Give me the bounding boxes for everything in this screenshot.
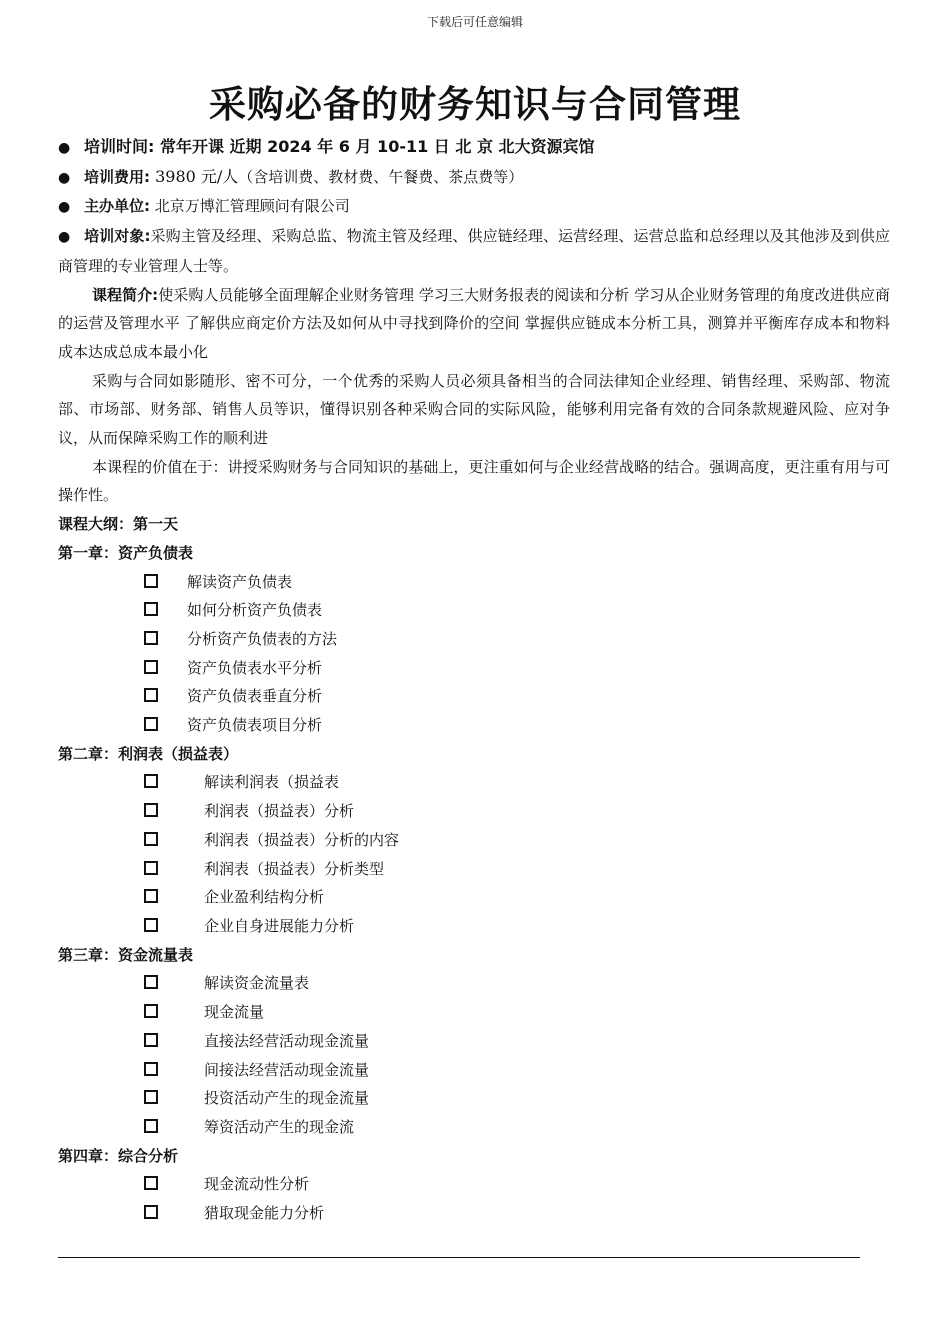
fee-value: 3980 元/人: [150, 166, 239, 186]
info-host: [58, 192, 890, 222]
chapter-title: 第四章：综合分析: [58, 1146, 179, 1165]
outline-heading: 课程大纲：第一天: [58, 515, 179, 534]
bullet-icon: ●: [58, 140, 71, 156]
outline-item-label: 直接法经营活动现金流量: [204, 1031, 370, 1050]
chapter-title: 第三章：资金流量表: [58, 945, 194, 964]
bullet-icon: ●: [58, 199, 71, 216]
time-value: 常年开课 近期 2024 年 6 月 10-11 日 北 京 北大资源宾馆: [154, 137, 595, 156]
outline-item: [58, 711, 890, 740]
intro-label: 课程简介:: [92, 285, 159, 304]
header-note: 下载后可任意编辑: [426, 15, 523, 29]
outline-item-label: 分析资产负债表的方法: [187, 629, 338, 648]
checkbox-icon: [144, 1062, 158, 1076]
outline-item-label: 利润表（损益表）分析类型: [204, 859, 385, 878]
checkbox-icon: [144, 861, 158, 875]
outline-item-label: 如何分析资产负债表: [187, 601, 323, 620]
chapter-title: 第二章：利润表（损益表）: [58, 744, 239, 763]
checkbox-icon: [144, 1205, 158, 1219]
checkbox-icon: [144, 889, 158, 903]
outline-item-label: 企业自身进展能力分析: [204, 916, 355, 935]
chapter-list: [58, 539, 890, 1228]
outline-item-label: 现金流动性分析: [204, 1175, 310, 1194]
outline-item: [58, 568, 890, 597]
outline-item: [58, 883, 890, 912]
outline-item-label: 资产负债表项目分析: [187, 716, 323, 735]
checkbox-icon: [144, 803, 158, 817]
outline-item-label: 投资活动产生的现金流量: [204, 1089, 370, 1108]
checkbox-icon: [144, 1176, 158, 1190]
checkbox-icon: [144, 602, 158, 616]
outline-item-label: 利润表（损益表）分析的内容: [204, 830, 400, 849]
outline-item: [58, 912, 890, 941]
outline-item-label: 猎取现金能力分析: [204, 1204, 325, 1223]
outline-item-label: 间接法经营活动现金流量: [204, 1060, 370, 1079]
outline-item-label: 现金流量: [204, 1003, 265, 1022]
bullet-icon: ●: [58, 169, 71, 186]
outline-item-label: 资产负债表垂直分析: [187, 687, 323, 706]
checkbox-icon: [144, 1090, 158, 1104]
outline-item: [58, 797, 890, 826]
time-label: 培训时间:: [84, 137, 155, 156]
checkbox-icon: [144, 975, 158, 989]
bullet-icon: ●: [58, 229, 71, 246]
outline-item-label: 筹资活动产生的现金流: [204, 1117, 355, 1136]
outline-item: [58, 969, 890, 998]
outline-item: [58, 1084, 890, 1113]
contract-paragraph: 采购与合同如影随形、密不可分，一个优秀的采购人员必须具备相当的合同法律知企业经理、销售经理、采购部、物流部、市场部、财务部、销售人员等识，懂得识别各种采购合同的实际风险，能够利用完备有效的合同条款规避风险、应对争议，从而保障采购工作的顺利进: [58, 371, 890, 448]
document-body: [58, 133, 890, 1228]
outline-item-label: 资产负债表水平分析: [187, 658, 323, 677]
checkbox-icon: [144, 660, 158, 674]
outline-item: [58, 1199, 890, 1228]
outline-item: [58, 682, 890, 711]
outline-item: [58, 998, 890, 1027]
checkbox-icon: [144, 631, 158, 645]
outline-item-label: 解读资金流量表: [204, 974, 310, 993]
outline-item: [58, 625, 890, 654]
outline-item: [58, 768, 890, 797]
outline-item: [58, 1056, 890, 1085]
outline-item: [58, 1170, 890, 1199]
host-value: 北京万博汇管理顾问有限公司: [150, 197, 350, 216]
fee-label: 培训费用:: [84, 167, 150, 186]
checkbox-icon: [144, 774, 158, 788]
outline-item: [58, 1027, 890, 1056]
checkbox-icon: [144, 688, 158, 702]
document-title: 采购必备的财务知识与合同管理: [209, 83, 741, 126]
outline-item-label: 企业盈利结构分析: [204, 888, 325, 907]
outline-item: [58, 1113, 890, 1142]
info-target: [58, 222, 890, 280]
checkbox-icon: [144, 1033, 158, 1047]
outline-item-label: 解读资产负债表: [187, 572, 293, 591]
checkbox-icon: [144, 832, 158, 846]
outline-item: [58, 654, 890, 683]
checkbox-icon: [144, 717, 158, 731]
info-time: [58, 133, 890, 163]
intro-paragraph: [58, 281, 890, 367]
outline-item: [58, 826, 890, 855]
outline-item-label: 利润表（损益表）分析: [204, 802, 355, 821]
fee-note: （含培训费、教材费、午餐费、茶点费等）: [238, 167, 524, 186]
footer-divider: [58, 1257, 860, 1258]
intro-text: 使采购人员能够全面理解企业财务管理 学习三大财务报表的阅读和分析 学习从企业财务管理的角度改进供应商的运营及管理水平 了解供应商定价方法及如何从中寻找到降价的空间 掌握供应链成本分析工具，测算并平衡库存成本和物料成本达成总成本最小化: [58, 285, 891, 361]
chapter-title: 第一章：资产负债表: [58, 543, 194, 562]
outline-item: [58, 855, 890, 884]
outline-item: [58, 596, 890, 625]
outline-item-label: 解读利润表（损益表: [204, 773, 340, 792]
checkbox-icon: [144, 1004, 158, 1018]
checkbox-icon: [144, 918, 158, 932]
target-label: 培训对象:: [84, 227, 151, 246]
info-fee: [58, 163, 890, 193]
checkbox-icon: [144, 574, 158, 588]
host-label: 主办单位:: [84, 197, 150, 216]
value-paragraph: 本课程的价值在于：讲授采购财务与合同知识的基础上，更注重如何与企业经营战略的结合。强调高度，更注重有用与可操作性。: [58, 457, 890, 505]
target-value: 采购主管及经理、采购总监、物流主管及经理、供应链经理、运营经理、运营总监和总经理以及其他涉及到供应商管理的专业管理人士等。: [58, 227, 890, 275]
checkbox-icon: [144, 1119, 158, 1133]
